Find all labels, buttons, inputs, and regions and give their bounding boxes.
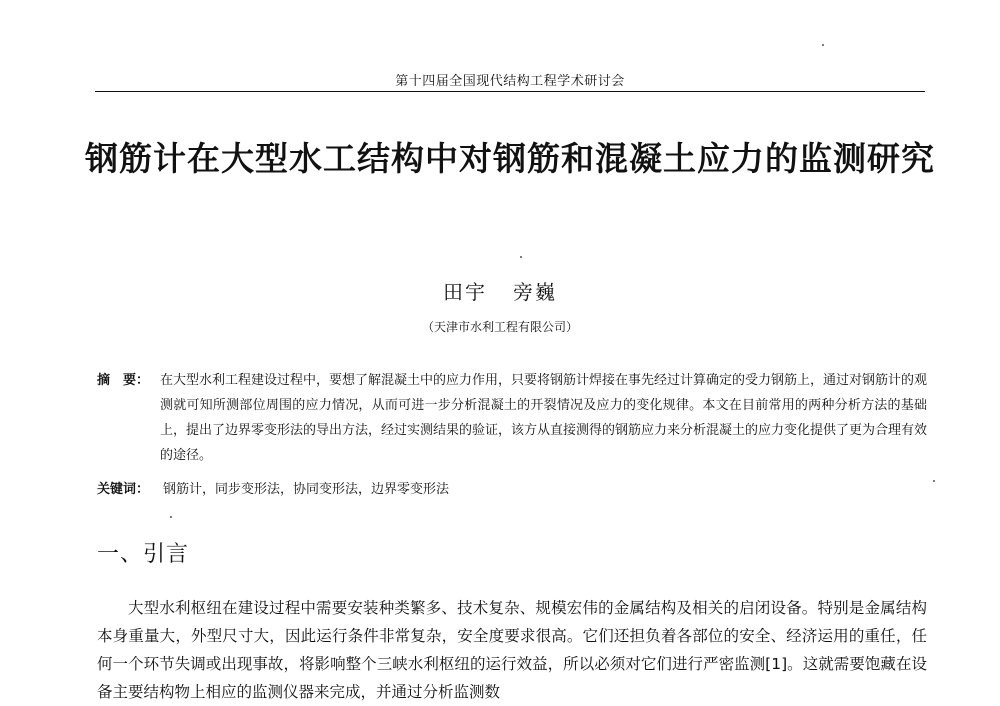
scan-speck [170, 516, 172, 518]
keywords-text: 钢筋计，同步变形法，协同变形法，边界零变形法 [163, 482, 450, 497]
header-rule [95, 91, 925, 92]
abstract-text: 在大型水利工程建设过程中，要想了解混凝土中的应力作用，只要将钢筋计焊接在事先经过计算确定的受力钢筋上，通过对钢筋计的观测就可知所测部位周围的应力情况，从而可进一步分析混凝土的开裂情况及应力的变化规律。本文在目前常用的两种分析方法的基础上，提出了边界零变形法的导出方法，经过实测结果的验证，该方从直接测得的钢筋应力来分析混凝土的应力变化提供了更为合理有效的途径。 [160, 373, 928, 463]
paper-title: 钢筋计在大型水工结构中对钢筋和混凝土应力的监测研究 [85, 139, 935, 178]
author-name: 旁巍 [513, 280, 557, 304]
running-header: 第十四届全国现代结构工程学术研讨会 [395, 74, 625, 89]
author-list [0, 276, 1000, 305]
body-paragraph: 大型水利枢纽在建设过程中需要安装种类繁多、技术复杂、规模宏伟的金属结构及相关的启闭设备。特别是金属结构本身重量大，外型尺寸大，因此运行条件非常复杂，安全度要求很高。它们还担负着各部位的安全、经济运用的重任，任何一个环节失调或出现事故，将影响整个三峡水利枢纽的运行效益，所以必须对它们进行严密监测[1]。这就需要饱藏在设备主要结构物上相应的监测仪器来完成，并通过分析监测数 [97, 599, 927, 701]
scan-speck [822, 44, 824, 46]
scan-speck [520, 256, 522, 258]
scan-speck [933, 480, 935, 482]
section-heading: 一、引言 [97, 542, 190, 567]
affiliation: （天津市水利工程有限公司） [421, 320, 578, 334]
keywords [97, 478, 927, 497]
keywords-label: 关键词： [97, 482, 150, 497]
abstract [97, 368, 927, 468]
body-text [97, 594, 927, 706]
abstract-label: 摘 要： [97, 373, 150, 388]
author-name: 田宇 [443, 280, 487, 304]
